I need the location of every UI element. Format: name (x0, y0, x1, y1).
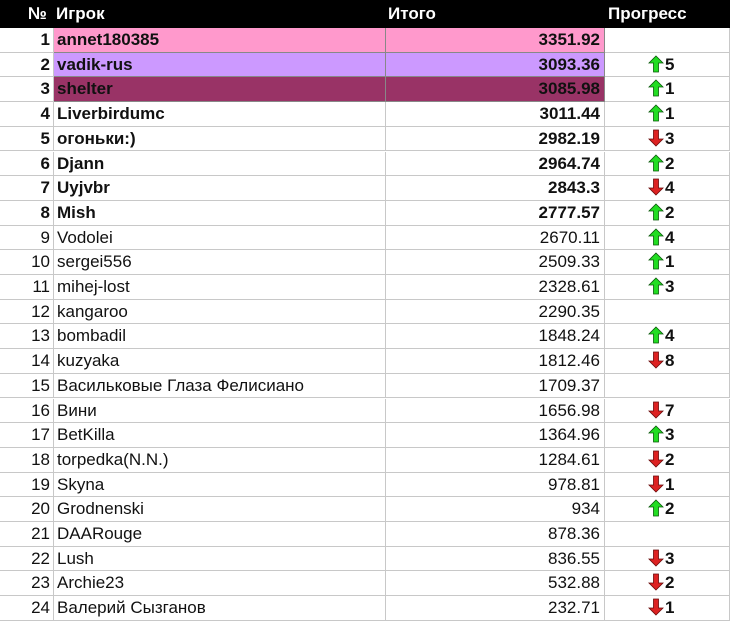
total-cell: 2509.33 (386, 250, 605, 275)
player-name-cell: Liverbirdumc (54, 102, 386, 127)
progress-change: 5 (665, 54, 675, 74)
progress-change: 1 (665, 598, 675, 618)
player-name-cell: Vodolei (54, 226, 386, 251)
total-cell: 232.71 (386, 596, 605, 621)
total-cell: 878.36 (386, 522, 605, 547)
rank-cell: 5 (0, 127, 54, 152)
player-name-cell: Mish (54, 201, 386, 226)
player-name-cell: DAARouge (54, 522, 386, 547)
player-name-cell: mihej-lost (54, 275, 386, 300)
progress-change: 1 (665, 79, 675, 99)
table-row (0, 324, 730, 349)
total-cell: 978.81 (386, 473, 605, 498)
rank-cell: 23 (0, 571, 54, 596)
arrow-down-icon (648, 450, 664, 468)
arrow-up-icon (648, 499, 664, 517)
rank-cell: 24 (0, 596, 54, 621)
progress-cell (605, 300, 730, 325)
total-cell: 2982.19 (386, 127, 605, 152)
progress-change: 4 (665, 227, 675, 247)
player-name-cell: Васильковые Глаза Фелисиано (54, 374, 386, 399)
table-row (0, 547, 730, 572)
header-player: Игрок (56, 4, 105, 23)
progress-cell (605, 250, 730, 275)
table-row (0, 53, 730, 78)
progress-change: 2 (665, 499, 675, 519)
rank-cell: 11 (0, 275, 54, 300)
total-cell: 1848.24 (386, 324, 605, 349)
rank-cell: 15 (0, 374, 54, 399)
player-name-cell: Skyna (54, 473, 386, 498)
progress-change: 3 (665, 128, 675, 148)
progress-cell (605, 176, 730, 201)
player-name-cell: annet180385 (54, 28, 386, 53)
progress-change: 2 (665, 202, 675, 222)
arrow-down-icon (648, 401, 664, 419)
rank-cell: 14 (0, 349, 54, 374)
player-name-cell: kuzyaka (54, 349, 386, 374)
player-name-cell: огоньки:) (54, 127, 386, 152)
player-name-cell: shelter (54, 77, 386, 102)
arrow-up-icon (648, 104, 664, 122)
total-cell: 3011.44 (386, 102, 605, 127)
rank-cell: 21 (0, 522, 54, 547)
progress-cell (605, 102, 730, 127)
player-name-cell: vadik-rus (54, 53, 386, 78)
progress-change: 2 (665, 153, 675, 173)
progress-cell (605, 201, 730, 226)
table-header (0, 0, 730, 28)
arrow-down-icon (648, 129, 664, 147)
table-row (0, 127, 730, 152)
progress-change: 1 (665, 252, 675, 272)
table-row (0, 275, 730, 300)
arrow-down-icon (648, 178, 664, 196)
table-row (0, 176, 730, 201)
total-cell: 1284.61 (386, 448, 605, 473)
total-cell: 532.88 (386, 571, 605, 596)
rank-cell: 10 (0, 250, 54, 275)
rank-cell: 3 (0, 77, 54, 102)
total-cell: 836.55 (386, 547, 605, 572)
table-row (0, 28, 730, 53)
progress-change: 1 (665, 474, 675, 494)
total-cell: 2670.11 (386, 226, 605, 251)
progress-change: 4 (665, 178, 675, 198)
arrow-down-icon (648, 598, 664, 616)
header-num: № (28, 4, 47, 23)
arrow-up-icon (648, 252, 664, 270)
total-cell: 3351.92 (386, 28, 605, 53)
arrow-up-icon (648, 277, 664, 295)
arrow-up-icon (648, 203, 664, 221)
progress-cell (605, 596, 730, 621)
table-row (0, 300, 730, 325)
arrow-down-icon (648, 573, 664, 591)
progress-cell (605, 152, 730, 177)
table-row (0, 201, 730, 226)
progress-cell (605, 473, 730, 498)
arrow-up-icon (648, 55, 664, 73)
player-name-cell: Uyjvbr (54, 176, 386, 201)
table-row (0, 596, 730, 621)
player-name-cell: bombadil (54, 324, 386, 349)
progress-cell (605, 28, 730, 53)
table-row (0, 399, 730, 424)
progress-cell (605, 77, 730, 102)
total-cell: 3085.98 (386, 77, 605, 102)
rank-cell: 17 (0, 423, 54, 448)
progress-cell (605, 374, 730, 399)
table-row (0, 473, 730, 498)
rank-cell: 19 (0, 473, 54, 498)
arrow-up-icon (648, 79, 664, 97)
total-cell: 3093.36 (386, 53, 605, 78)
progress-cell (605, 275, 730, 300)
rank-cell: 9 (0, 226, 54, 251)
table-row (0, 448, 730, 473)
progress-change: 3 (665, 548, 675, 568)
progress-cell (605, 324, 730, 349)
progress-cell (605, 53, 730, 78)
total-cell: 2328.61 (386, 275, 605, 300)
progress-change: 3 (665, 425, 675, 445)
progress-cell (605, 349, 730, 374)
player-name-cell: BetKilla (54, 423, 386, 448)
rank-cell: 7 (0, 176, 54, 201)
table-row (0, 423, 730, 448)
total-cell: 2777.57 (386, 201, 605, 226)
total-cell: 1709.37 (386, 374, 605, 399)
progress-change: 1 (665, 104, 675, 124)
table-row (0, 226, 730, 251)
table-row (0, 497, 730, 522)
player-name-cell: Djann (54, 152, 386, 177)
progress-change: 7 (665, 400, 675, 420)
total-cell: 1812.46 (386, 349, 605, 374)
progress-change: 2 (665, 573, 675, 593)
table-row (0, 571, 730, 596)
arrow-down-icon (648, 351, 664, 369)
total-cell: 2843.3 (386, 176, 605, 201)
table-row (0, 374, 730, 399)
total-cell: 2290.35 (386, 300, 605, 325)
progress-cell (605, 127, 730, 152)
rank-cell: 16 (0, 399, 54, 424)
header-total: Итого (388, 4, 436, 23)
arrow-up-icon (648, 326, 664, 344)
total-cell: 1656.98 (386, 399, 605, 424)
progress-change: 8 (665, 351, 675, 371)
table-row (0, 349, 730, 374)
table-row (0, 77, 730, 102)
rank-cell: 18 (0, 448, 54, 473)
player-name-cell: sergei556 (54, 250, 386, 275)
player-name-cell: torpedka(N.N.) (54, 448, 386, 473)
rank-cell: 2 (0, 53, 54, 78)
progress-cell (605, 448, 730, 473)
arrow-up-icon (648, 425, 664, 443)
rank-cell: 22 (0, 547, 54, 572)
progress-change: 3 (665, 277, 675, 296)
arrow-up-icon (648, 154, 664, 172)
progress-cell (605, 571, 730, 596)
rank-cell: 13 (0, 324, 54, 349)
rank-cell: 4 (0, 102, 54, 127)
table-row (0, 152, 730, 177)
rank-cell: 6 (0, 152, 54, 177)
header-progress: Прогресс (608, 4, 687, 23)
progress-cell (605, 423, 730, 448)
progress-cell (605, 497, 730, 522)
total-cell: 1364.96 (386, 423, 605, 448)
progress-change: 4 (665, 326, 675, 346)
rank-cell: 12 (0, 300, 54, 325)
progress-cell (605, 226, 730, 251)
player-name-cell: Вини (54, 399, 386, 424)
total-cell: 934 (386, 497, 605, 522)
player-name-cell: kangaroo (54, 300, 386, 325)
progress-cell (605, 399, 730, 424)
arrow-down-icon (648, 549, 664, 567)
rank-cell: 8 (0, 201, 54, 226)
player-name-cell: Grodnenski (54, 497, 386, 522)
table-row (0, 522, 730, 547)
arrow-up-icon (648, 228, 664, 246)
progress-cell (605, 522, 730, 547)
progress-change: 2 (665, 449, 675, 469)
player-name-cell: Валерий Сызганов (54, 596, 386, 621)
arrow-down-icon (648, 475, 664, 493)
table-row (0, 102, 730, 127)
total-cell: 2964.74 (386, 152, 605, 177)
player-name-cell: Lush (54, 547, 386, 572)
rank-cell: 20 (0, 497, 54, 522)
progress-cell (605, 547, 730, 572)
player-name-cell: Archie23 (54, 571, 386, 596)
table-row (0, 250, 730, 275)
rank-cell: 1 (0, 28, 54, 53)
